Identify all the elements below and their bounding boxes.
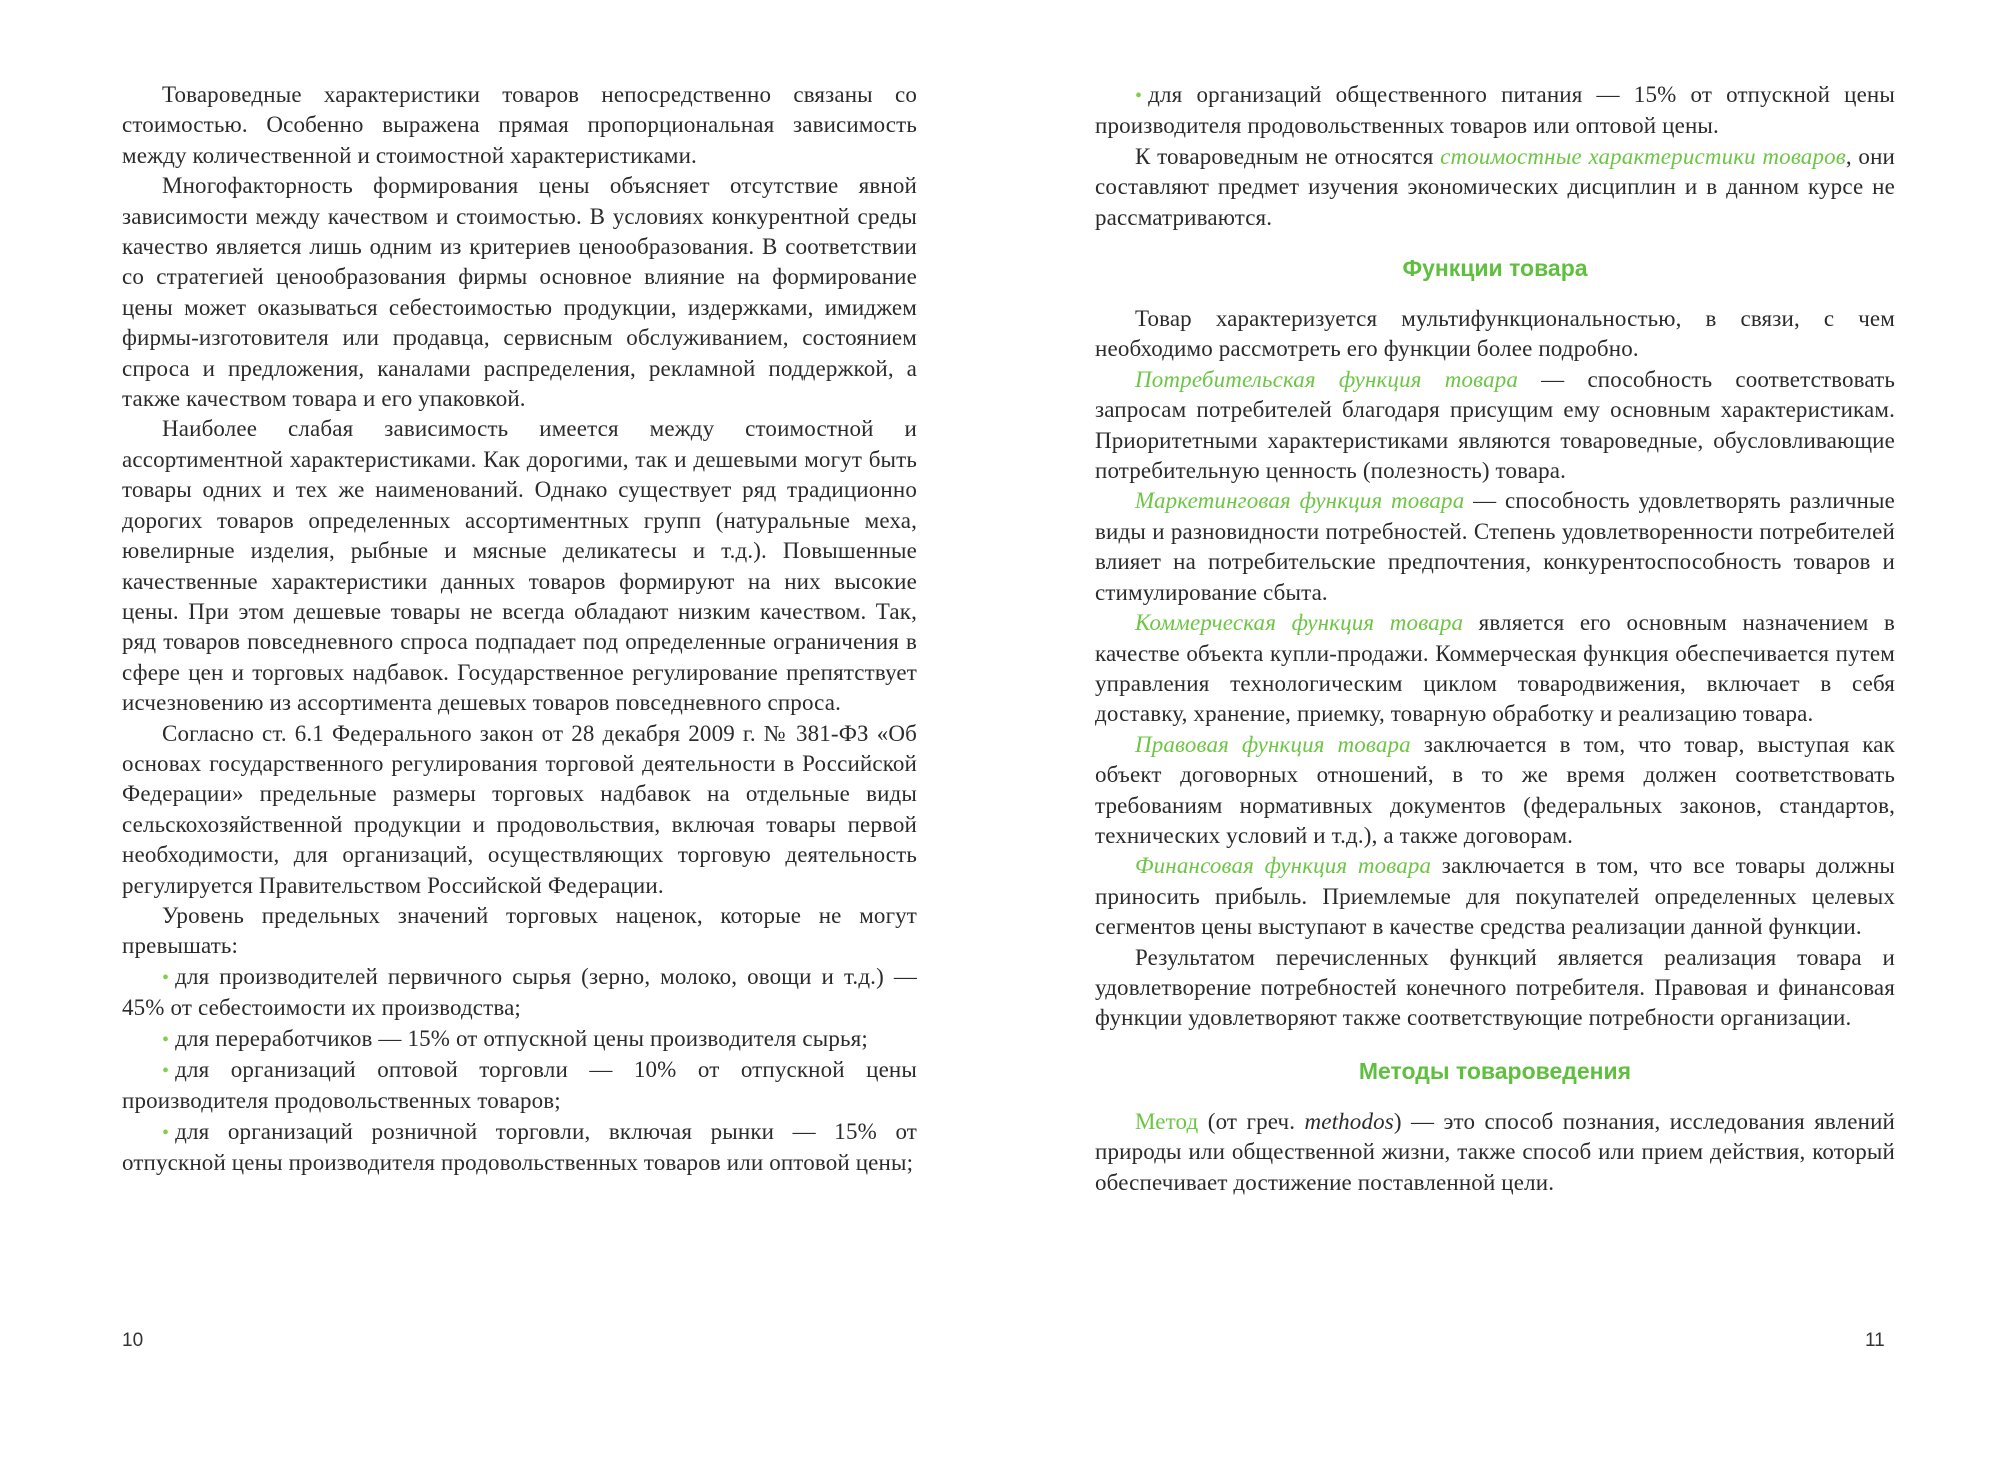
list-item xyxy=(1095,80,1895,142)
page-number-right: 11 xyxy=(1865,1330,1885,1351)
paragraph-consumer-function: Потребительская функция товара — способность соответствовать запросам потребителей благодаря присущим ему основным характеристикам. Приоритетными характеристиками являются товароведные, обусловливающие потребительную ценность (полезность) товара. xyxy=(1095,366,1895,484)
list-item-text: для производителей первичного сырья (зерно, молоко, овощи и т.д.) — 45% от себестоимости их производства; xyxy=(122,963,917,1021)
term-method: Метод xyxy=(1135,1108,1199,1134)
paragraph-commercial-function: Коммерческая функция товара является его основным назначением в качестве объекта купли-продажи. Коммерческая функция обеспечивается путем управления технологическим циклом товародвижения, включает в себя доставку, хранение, приемку, товарную обработку и реализацию товара. xyxy=(1095,610,1895,727)
green-dot-icon: • xyxy=(162,1028,170,1051)
term-commercial-function: Коммерческая функция товара xyxy=(1135,610,1464,636)
paragraph: Товар характеризуется мультифункциональностью, в связи, с чем необходимо рассмотреть его функции более подробно. xyxy=(1095,306,1895,362)
paragraph-marketing-function: Маркетинговая функция товара — способность удовлетворять различные виды и разновидности потребностей. Степень удовлетворенности потребителей влияет на потребительские предпочтения, конкурентоспособность товаров и стимулирование сбыта. xyxy=(1095,488,1895,605)
page-number-left: 10 xyxy=(122,1330,144,1351)
term-financial-function: Финансовая функция товара xyxy=(1135,853,1432,879)
term-marketing-function: Маркетинговая функция товара xyxy=(1135,488,1465,514)
list-item xyxy=(122,1055,917,1117)
term-consumer-function: Потребительская функция товара xyxy=(1135,366,1519,392)
paragraph-legal-function: Правовая функция товара заключается в том, что товар, выступая как объект договорных отношений, в то же время должен соответствовать требованиям нормативных документов (федеральных законов, стандартов, технических условий и т.д.), а также договорам. xyxy=(1095,731,1895,848)
green-dot-icon: • xyxy=(162,966,170,989)
list-item xyxy=(122,962,917,1024)
green-dot-icon: • xyxy=(162,1121,170,1144)
paragraph-cost: К товароведным не относятся стоимостные характеристики товаров, они составляют предмет изучения экономических дисциплин и в данном курсе не рассматриваются. xyxy=(1095,143,1895,230)
left-page xyxy=(122,80,917,1179)
paragraph: Многофакторность формирования цены объясняет отсутствие явной зависимости между качеством и стоимостью. В условиях конкурентной среды качество является лишь одним из критериев ценообразования. В соответствии со стратегией ценообразования фирмы основное влияние на формирование цены может оказываться себестоимостью продукции, издержками, имиджем фирмы-изготовителя или продавца, сервисным обслуживанием, состоянием спроса и предложения, каналами распределения, рекламной поддержкой, а также качеством товара и его упаковкой. xyxy=(122,173,917,412)
paragraph: Товароведные характеристики товаров непосредственно связаны со стоимостью. Особенно выражена прямая пропорциональная зависимость между количественной и стоимостной характеристиками. xyxy=(122,82,917,168)
green-dot-icon: • xyxy=(162,1060,170,1082)
heading-functions: Функции товара xyxy=(1402,255,1588,282)
list-item-text: для переработчиков — 15% от отпускной цены производителя сырья; xyxy=(175,1025,868,1051)
list-item xyxy=(122,1024,917,1055)
paragraph: Результатом перечисленных функций является реализация товара и удовлетворение потребностей конечного потребителя. Правовая и финансовая функции удовлетворяют также соответствующие потребности организации. xyxy=(1095,944,1895,1031)
paragraph: Согласно ст. 6.1 Федерального закон от 28 декабря 2009 г. № 381-ФЗ «Об основах государственного регулирования торговой деятельности в Российской Федерации» предельные размеры торговых надбавок на отдельные виды сельскохозяйственной продукции и продовольствия, включая товары первой необходимости, для организаций, осуществляющих торговую деятельность регулируется Правительством Российской Федерации. xyxy=(122,720,917,898)
list-item-text: для организаций общественного питания — 15% от отпускной цены производителя продовольственных товаров или оптовой цены. xyxy=(1095,82,1895,139)
paragraph-financial-function: Финансовая функция товара заключается в том, что все товары должны приносить прибыль. Приемлемые для покупателей определенных целевых сегментов цены выступают в качестве средства реализации данной функции. xyxy=(1095,853,1896,940)
list-item-text: для организаций розничной торговли, включая рынки — 15% от отпускной цены производителя продовольственных товаров или оптовой цены; xyxy=(122,1118,917,1176)
greek-word: methodos xyxy=(1304,1108,1394,1134)
heading-methods: Методы товароведения xyxy=(1358,1057,1632,1084)
paragraph: Наиболее слабая зависимость имеется между стоимостной и ассортиментной характеристиками. Как дорогими, так и дешевыми могут быть товары одних и тех же наименований. Однако существует ряд традиционно дорогих товаров определенных ассортиментных групп (натуральные меха, ювелирные изделия, рыбные и мясные деликатесы и т.д.). Повышенные качественные характеристики данных товаров формируют на них высокие цены. При этом дешевые товары не всегда обладают низким качеством. Так, ряд товаров повседневного спроса подпадает под определенные ограничения в сфере цен и торговых надбавок. Государственное регулирование препятствует исчезновению из ассортимента дешевых товаров повседневного спроса. xyxy=(122,416,917,716)
term-cost-characteristics: стоимостные характеристики товаров xyxy=(1440,143,1846,169)
paragraph: Уровень предельных значений торговых наценок, которые не могут превышать: xyxy=(122,902,917,959)
right-page xyxy=(1095,80,1895,1198)
green-dot-icon: • xyxy=(1135,85,1143,107)
term-legal-function: Правовая функция товара xyxy=(1135,731,1411,757)
list-item-text: для организаций оптовой торговли — 10% от отпускной цены производителя продовольственных товаров; xyxy=(122,1057,917,1114)
paragraph-method: Метод (от греч. methodos) — это способ познания, исследования явлений природы или общественной жизни, также способ или прием действия, который обеспечивает достижение поставленной цели. xyxy=(1095,1108,1895,1195)
list-item xyxy=(122,1117,917,1179)
